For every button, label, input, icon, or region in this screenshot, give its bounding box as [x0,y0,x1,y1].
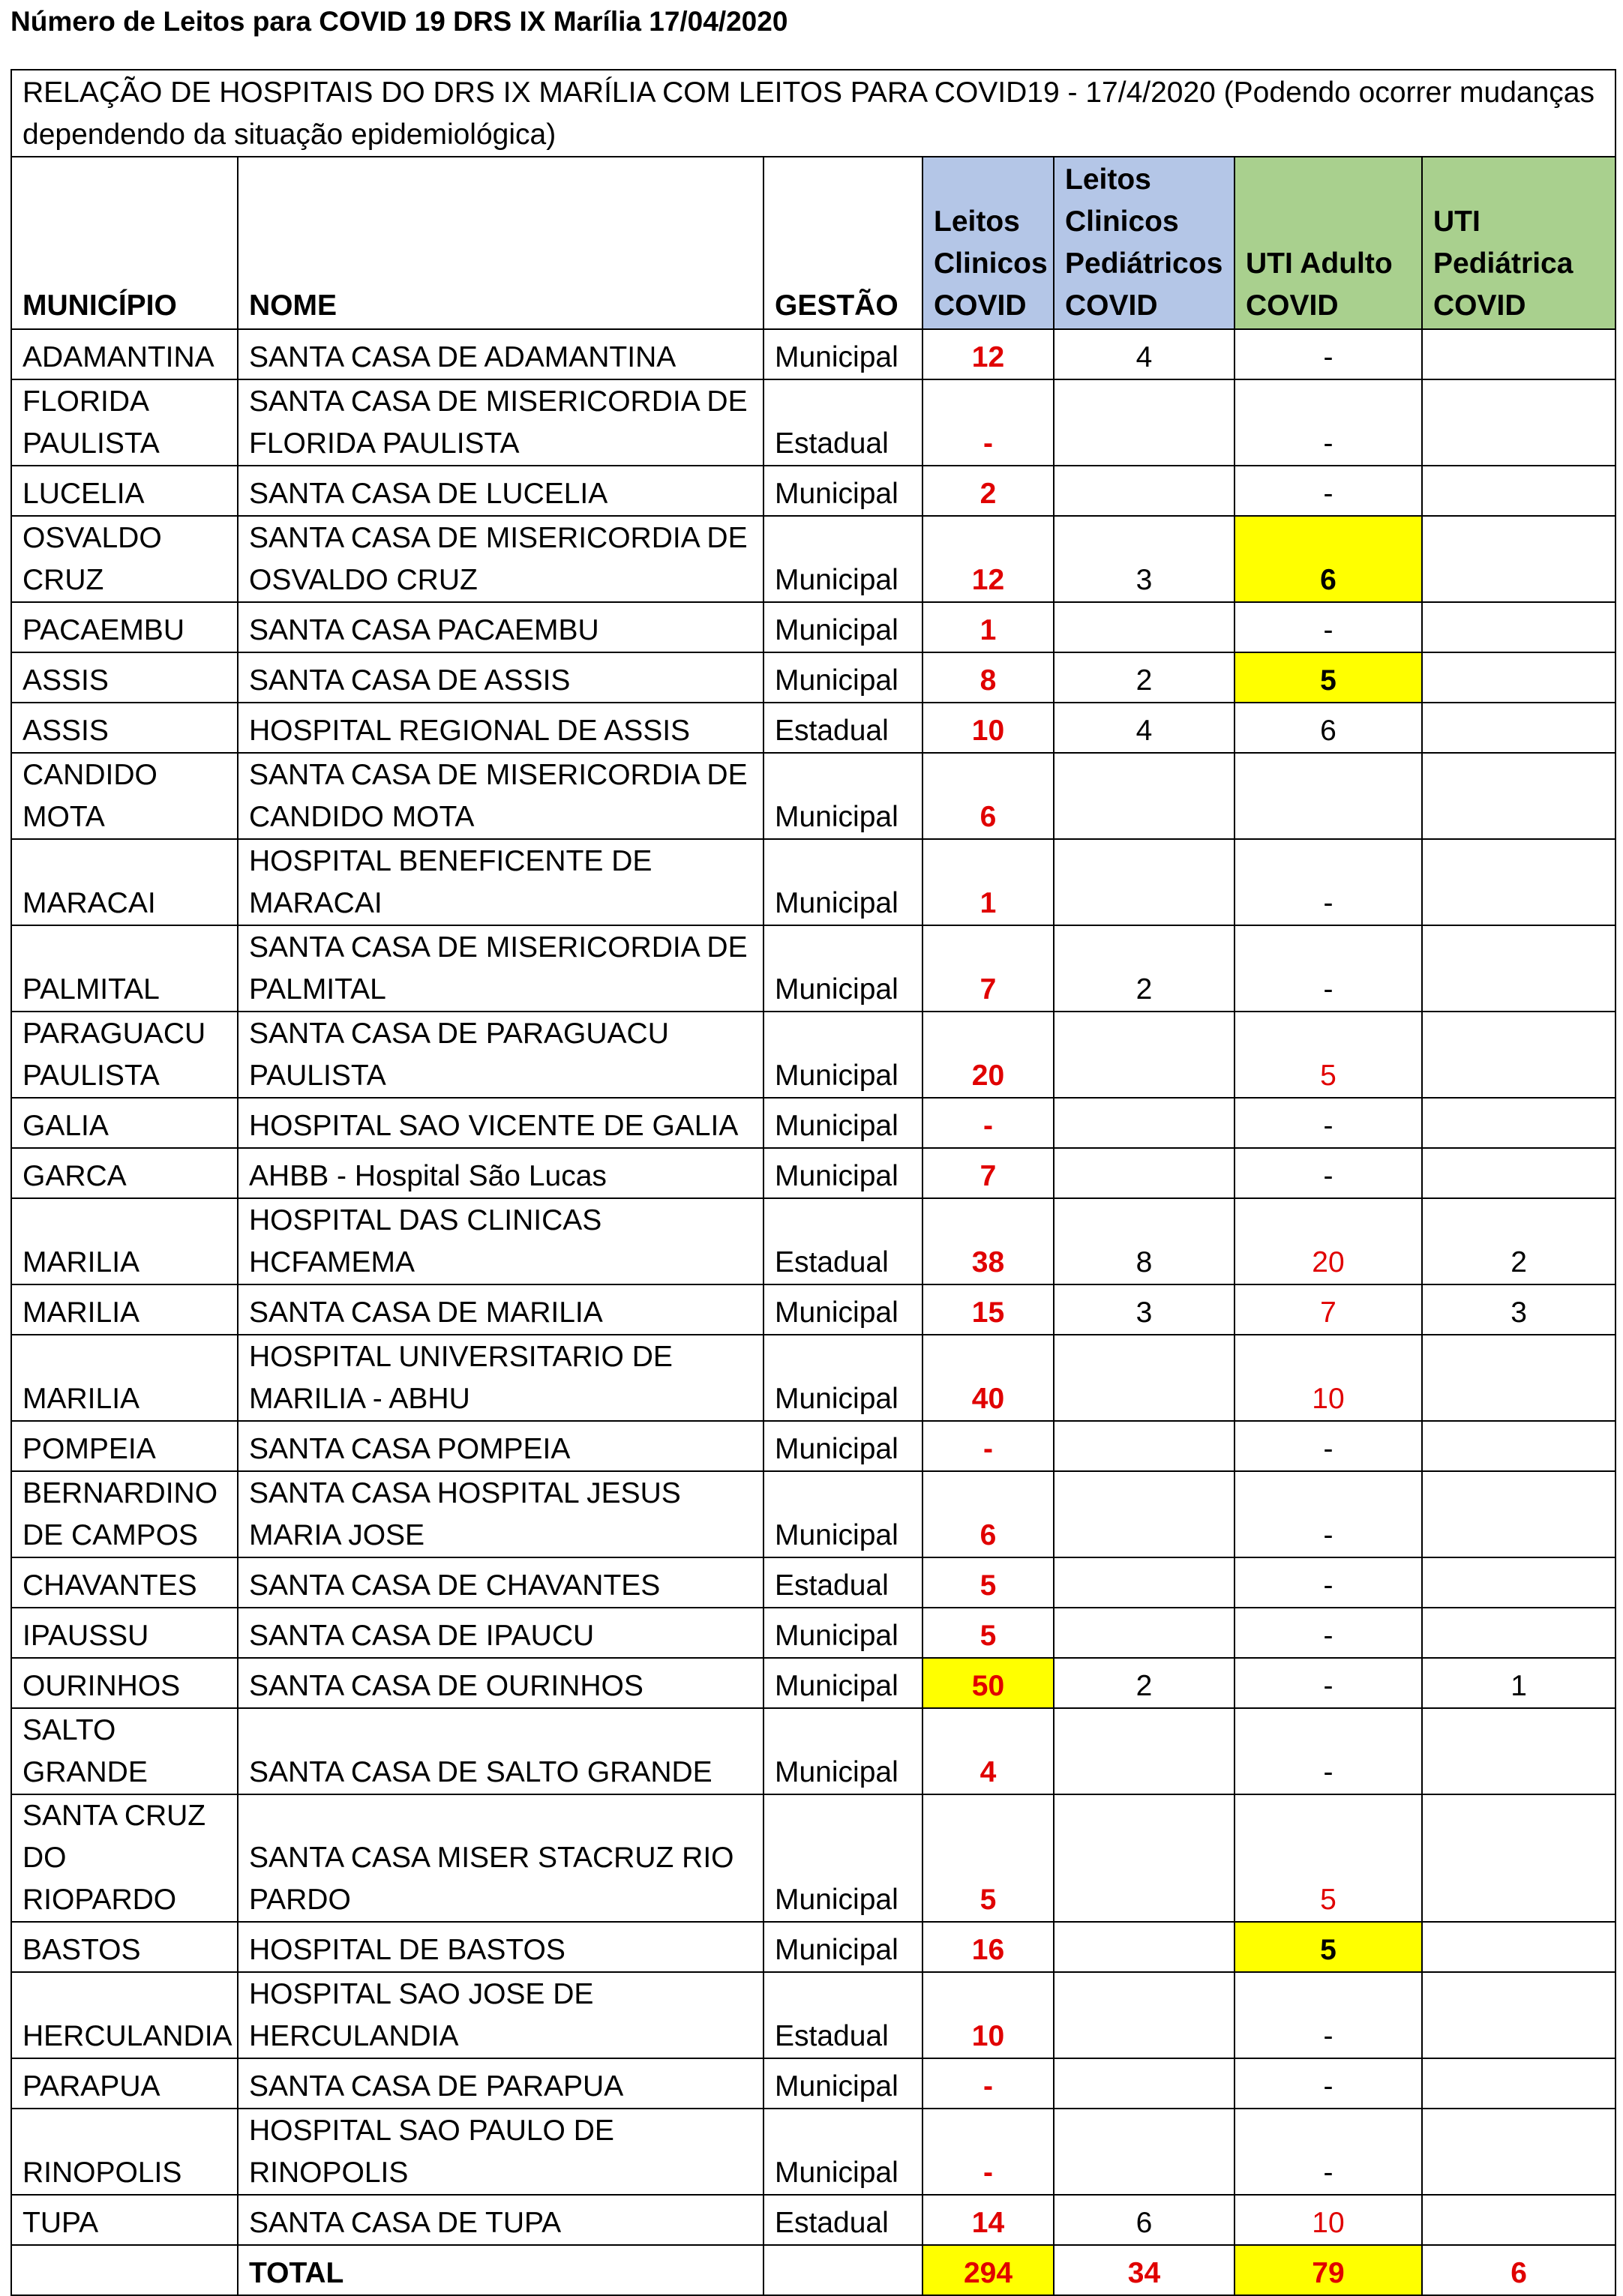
header-leitos-pediatricos: Leitos Clinicos Pediátricos COVID [1054,157,1234,329]
uti-pediatrica-cell [1422,466,1616,516]
uti-pediatrica-cell [1422,753,1616,839]
uti-adulto-cell: - [1234,1471,1422,1557]
leitos-pediatricos-cell: 6 [1054,2195,1234,2245]
gestao-cell: Estadual [764,1198,922,1284]
leitos-pediatricos-cell [1054,1708,1234,1794]
uti-pediatrica-cell [1422,1922,1616,1972]
leitos-clinicos-cell: 16 [922,1922,1054,1972]
uti-adulto-cell: - [1234,1421,1422,1471]
leitos-pediatricos-cell [1054,2058,1234,2109]
uti-adulto-cell: - [1234,1098,1422,1148]
leitos-clinicos-cell: 4 [922,1708,1054,1794]
municipio-cell: MARILIA [11,1284,238,1335]
table-row [11,1557,1616,1608]
leitos-pediatricos-cell [1054,1421,1234,1471]
uti-pediatrica-cell [1422,602,1616,652]
table-row [11,1284,1616,1335]
uti-pediatrica-cell [1422,925,1616,1012]
hospital-name-cell: SANTA CASA DE ASSIS [238,652,764,703]
hospital-name-cell: SANTA CASA DE OURINHOS [238,1658,764,1708]
uti-adulto-cell: 5 [1234,1012,1422,1098]
hospital-name-cell: SANTA CASA POMPEIA [238,1421,764,1471]
uti-adulto-cell: 7 [1234,1284,1422,1335]
uti-pediatrica-cell [1422,2058,1616,2109]
table-row [11,839,1616,925]
municipio-cell: OSVALDO CRUZ [11,516,238,602]
gestao-cell: Municipal [764,1148,922,1198]
table-row [11,1922,1616,1972]
gestao-cell: Municipal [764,652,922,703]
municipio-cell: PACAEMBU [11,602,238,652]
total-row [11,2245,1616,2295]
hospital-name-cell: HOSPITAL DE BASTOS [238,1922,764,1972]
hospital-name-cell: SANTA CASA DE SALTO GRANDE [238,1708,764,1794]
leitos-clinicos-cell: 1 [922,602,1054,652]
municipio-cell: OURINHOS [11,1658,238,1708]
table-row [11,1708,1616,1794]
hospital-name-cell: SANTA CASA HOSPITAL JESUS MARIA JOSE [238,1471,764,1557]
leitos-pediatricos-cell [1054,753,1234,839]
uti-pediatrica-cell [1422,1335,1616,1421]
header-uti-pediatrica: UTI Pediátrica COVID [1422,157,1616,329]
leitos-clinicos-cell: 10 [922,703,1054,753]
leitos-clinicos-cell: 1 [922,839,1054,925]
leitos-clinicos-cell: 12 [922,516,1054,602]
hospital-name-cell: SANTA CASA DE MARILIA [238,1284,764,1335]
leitos-pediatricos-cell [1054,2109,1234,2195]
leitos-clinicos-cell: 10 [922,1972,1054,2058]
table-row [11,1148,1616,1198]
leitos-clinicos-cell: - [922,379,1054,466]
leitos-pediatricos-cell: 2 [1054,925,1234,1012]
table-row [11,703,1616,753]
hospital-name-cell: SANTA CASA MISER STACRUZ RIO PARDO [238,1794,764,1922]
leitos-pediatricos-cell [1054,1794,1234,1922]
municipio-cell: GALIA [11,1098,238,1148]
leitos-pediatricos-cell [1054,1922,1234,1972]
uti-adulto-cell: 5 [1234,1794,1422,1922]
table-row [11,1608,1616,1658]
municipio-cell: SANTA CRUZ DO RIOPARDO [11,1794,238,1922]
hospital-name-cell: SANTA CASA DE CHAVANTES [238,1557,764,1608]
municipio-cell: LUCELIA [11,466,238,516]
gestao-cell: Municipal [764,2058,922,2109]
leitos-clinicos-cell: 6 [922,753,1054,839]
table-row [11,2109,1616,2195]
hospital-name-cell: HOSPITAL UNIVERSITARIO DE MARILIA - ABHU [238,1335,764,1421]
municipio-cell: PALMITAL [11,925,238,1012]
uti-adulto-cell [1234,753,1422,839]
uti-adulto-cell: - [1234,2109,1422,2195]
municipio-cell: MARILIA [11,1198,238,1284]
leitos-clinicos-cell: 40 [922,1335,1054,1421]
gestao-cell: Municipal [764,1708,922,1794]
leitos-clinicos-cell: 6 [922,1471,1054,1557]
gestao-cell: Municipal [764,1471,922,1557]
table-row [11,652,1616,703]
leitos-pediatricos-cell [1054,1557,1234,1608]
leitos-clinicos-cell: - [922,1421,1054,1471]
table-row [11,1012,1616,1098]
leitos-clinicos-cell: - [922,2058,1054,2109]
uti-pediatrica-cell [1422,1012,1616,1098]
municipio-cell: IPAUSSU [11,1608,238,1658]
header-nome: NOME [238,157,764,329]
leitos-clinicos-cell: 20 [922,1012,1054,1098]
table-row [11,1198,1616,1284]
leitos-pediatricos-cell: 8 [1054,1198,1234,1284]
gestao-cell: Municipal [764,839,922,925]
table-row [11,2058,1616,2109]
uti-adulto-cell: - [1234,1148,1422,1198]
table-row [11,516,1616,602]
hospital-name-cell: SANTA CASA PACAEMBU [238,602,764,652]
leitos-pediatricos-cell: 4 [1054,329,1234,379]
leitos-pediatricos-cell: 3 [1054,516,1234,602]
gestao-cell: Estadual [764,379,922,466]
uti-adulto-cell: 20 [1234,1198,1422,1284]
table-row [11,2195,1616,2245]
uti-adulto-cell: - [1234,1708,1422,1794]
leitos-pediatricos-cell: 4 [1054,703,1234,753]
hospital-name-cell: AHBB - Hospital São Lucas [238,1148,764,1198]
gestao-cell: Municipal [764,516,922,602]
hospital-beds-table [10,69,1616,2296]
uti-adulto-cell: 10 [1234,1335,1422,1421]
table-row [11,753,1616,839]
leitos-clinicos-cell: 5 [922,1608,1054,1658]
leitos-pediatricos-cell: 2 [1054,652,1234,703]
gestao-cell: Estadual [764,2195,922,2245]
table-row [11,602,1616,652]
leitos-clinicos-cell: 8 [922,652,1054,703]
hospital-name-cell: SANTA CASA DE PARAGUACU PAULISTA [238,1012,764,1098]
table-row [11,1335,1616,1421]
hospital-name-cell: HOSPITAL SAO VICENTE DE GALIA [238,1098,764,1148]
leitos-pediatricos-cell [1054,1972,1234,2058]
table-row [11,379,1616,466]
leitos-pediatricos-cell [1054,466,1234,516]
uti-adulto-cell: - [1234,1557,1422,1608]
uti-adulto-cell: - [1234,466,1422,516]
header-municipio: MUNICÍPIO [11,157,238,329]
municipio-cell: TUPA [11,2195,238,2245]
gestao-cell: Municipal [764,1608,922,1658]
gestao-cell: Municipal [764,1922,922,1972]
leitos-clinicos-cell: 7 [922,1148,1054,1198]
total-label: TOTAL [238,2245,764,2295]
uti-adulto-cell: - [1234,1608,1422,1658]
gestao-cell: Estadual [764,703,922,753]
municipio-cell: FLORIDA PAULISTA [11,379,238,466]
uti-adulto-cell: - [1234,1658,1422,1708]
table-row [11,1098,1616,1148]
leitos-clinicos-cell: 38 [922,1198,1054,1284]
uti-pediatrica-cell [1422,1421,1616,1471]
table-row [11,925,1616,1012]
leitos-pediatricos-cell [1054,602,1234,652]
uti-pediatrica-cell [1422,652,1616,703]
uti-pediatrica-cell [1422,839,1616,925]
hospital-name-cell: SANTA CASA DE ADAMANTINA [238,329,764,379]
gestao-cell: Municipal [764,1658,922,1708]
leitos-pediatricos-cell: 3 [1054,1284,1234,1335]
uti-adulto-cell: - [1234,2058,1422,2109]
uti-pediatrica-cell [1422,703,1616,753]
municipio-cell: MARILIA [11,1335,238,1421]
uti-pediatrica-cell: 2 [1422,1198,1616,1284]
municipio-cell: CANDIDO MOTA [11,753,238,839]
table-row [11,1794,1616,1922]
leitos-pediatricos-cell [1054,1098,1234,1148]
uti-pediatrica-cell [1422,1471,1616,1557]
municipio-cell: SALTO GRANDE [11,1708,238,1794]
table-row [11,1421,1616,1471]
uti-pediatrica-cell [1422,1972,1616,2058]
hospital-name-cell: HOSPITAL SAO PAULO DE RINOPOLIS [238,2109,764,2195]
uti-pediatrica-cell [1422,1608,1616,1658]
gestao-cell: Municipal [764,1098,922,1148]
hospital-name-cell: HOSPITAL DAS CLINICAS HCFAMEMA [238,1198,764,1284]
empty-cell [764,2245,922,2295]
document-title: Número de Leitos para COVID 19 DRS IX Marília 17/04/2020 [10,6,788,37]
leitos-clinicos-cell: - [922,2109,1054,2195]
uti-pediatrica-cell [1422,516,1616,602]
municipio-cell: PARAGUACU PAULISTA [11,1012,238,1098]
municipio-cell: PARAPUA [11,2058,238,2109]
table-row [11,1658,1616,1708]
hospital-name-cell: SANTA CASA DE IPAUCU [238,1608,764,1658]
uti-pediatrica-cell [1422,1148,1616,1198]
gestao-cell: Municipal [764,1012,922,1098]
hospital-name-cell: HOSPITAL BENEFICENTE DE MARACAI [238,839,764,925]
leitos-clinicos-cell: 50 [922,1658,1054,1708]
hospital-name-cell: SANTA CASA DE LUCELIA [238,466,764,516]
total-uti-pediatrica: 6 [1422,2245,1616,2295]
header-leitos-clinicos: Leitos Clinicos COVID [922,157,1054,329]
uti-pediatrica-cell: 1 [1422,1658,1616,1708]
uti-adulto-cell: - [1234,379,1422,466]
uti-pediatrica-cell [1422,2109,1616,2195]
gestao-cell: Estadual [764,1557,922,1608]
municipio-cell: CHAVANTES [11,1557,238,1608]
uti-adulto-cell: - [1234,839,1422,925]
leitos-clinicos-cell: 5 [922,1794,1054,1922]
uti-pediatrica-cell: 3 [1422,1284,1616,1335]
leitos-clinicos-cell: 2 [922,466,1054,516]
gestao-cell: Municipal [764,925,922,1012]
table-subtitle: RELAÇÃO DE HOSPITAIS DO DRS IX MARÍLIA COM LEITOS PARA COVID19 - 17/4/2020 (Podendo ocorrer mudanças dependendo da situação epidemiológica) [11,70,1616,157]
hospital-name-cell: SANTA CASA DE TUPA [238,2195,764,2245]
uti-adulto-cell: - [1234,329,1422,379]
gestao-cell: Municipal [764,466,922,516]
gestao-cell: Municipal [764,602,922,652]
municipio-cell: ASSIS [11,703,238,753]
hospital-name-cell: SANTA CASA DE MISERICORDIA DE OSVALDO CRUZ [238,516,764,602]
leitos-pediatricos-cell [1054,1148,1234,1198]
uti-adulto-cell: 5 [1234,1922,1422,1972]
gestao-cell: Municipal [764,329,922,379]
table-row [11,1972,1616,2058]
municipio-cell: GARCA [11,1148,238,1198]
hospital-name-cell: HOSPITAL SAO JOSE DE HERCULANDIA [238,1972,764,2058]
gestao-cell: Municipal [764,753,922,839]
uti-pediatrica-cell [1422,1708,1616,1794]
total-leitos-clinicos: 294 [922,2245,1054,2295]
leitos-pediatricos-cell: 2 [1054,1658,1234,1708]
leitos-clinicos-cell: 15 [922,1284,1054,1335]
uti-adulto-cell: - [1234,602,1422,652]
uti-adulto-cell: 5 [1234,652,1422,703]
municipio-cell: ADAMANTINA [11,329,238,379]
gestao-cell: Municipal [764,2109,922,2195]
uti-adulto-cell: - [1234,1972,1422,2058]
municipio-cell: BASTOS [11,1922,238,1972]
hospital-name-cell: HOSPITAL REGIONAL DE ASSIS [238,703,764,753]
table-row [11,329,1616,379]
uti-pediatrica-cell [1422,379,1616,466]
uti-adulto-cell: 6 [1234,516,1422,602]
table-row [11,466,1616,516]
gestao-cell: Municipal [764,1794,922,1922]
hospital-name-cell: SANTA CASA DE MISERICORDIA DE PALMITAL [238,925,764,1012]
empty-cell [11,2245,238,2295]
uti-pediatrica-cell [1422,1557,1616,1608]
total-leitos-pediatricos: 34 [1054,2245,1234,2295]
leitos-clinicos-cell: 12 [922,329,1054,379]
gestao-cell: Municipal [764,1284,922,1335]
uti-adulto-cell: - [1234,925,1422,1012]
leitos-pediatricos-cell [1054,839,1234,925]
municipio-cell: HERCULANDIA [11,1972,238,2058]
municipio-cell: RINOPOLIS [11,2109,238,2195]
uti-pediatrica-cell [1422,1794,1616,1922]
leitos-clinicos-cell: - [922,1098,1054,1148]
leitos-pediatricos-cell [1054,379,1234,466]
municipio-cell: POMPEIA [11,1421,238,1471]
header-uti-adulto: UTI Adulto COVID [1234,157,1422,329]
gestao-cell: Municipal [764,1421,922,1471]
gestao-cell: Estadual [764,1972,922,2058]
header-gestao: GESTÃO [764,157,922,329]
leitos-pediatricos-cell [1054,1012,1234,1098]
uti-adulto-cell: 10 [1234,2195,1422,2245]
leitos-pediatricos-cell [1054,1471,1234,1557]
gestao-cell: Municipal [764,1335,922,1421]
total-uti-adulto: 79 [1234,2245,1422,2295]
leitos-clinicos-cell: 5 [922,1557,1054,1608]
hospital-name-cell: SANTA CASA DE MISERICORDIA DE FLORIDA PAULISTA [238,379,764,466]
municipio-cell: MARACAI [11,839,238,925]
uti-adulto-cell: 6 [1234,703,1422,753]
uti-pediatrica-cell [1422,329,1616,379]
municipio-cell: BERNARDINO DE CAMPOS [11,1471,238,1557]
hospital-name-cell: SANTA CASA DE PARAPUA [238,2058,764,2109]
uti-pediatrica-cell [1422,2195,1616,2245]
municipio-cell: ASSIS [11,652,238,703]
leitos-pediatricos-cell [1054,1608,1234,1658]
leitos-pediatricos-cell [1054,1335,1234,1421]
table-row [11,1471,1616,1557]
leitos-clinicos-cell: 14 [922,2195,1054,2245]
uti-pediatrica-cell [1422,1098,1616,1148]
hospital-name-cell: SANTA CASA DE MISERICORDIA DE CANDIDO MOTA [238,753,764,839]
leitos-clinicos-cell: 7 [922,925,1054,1012]
